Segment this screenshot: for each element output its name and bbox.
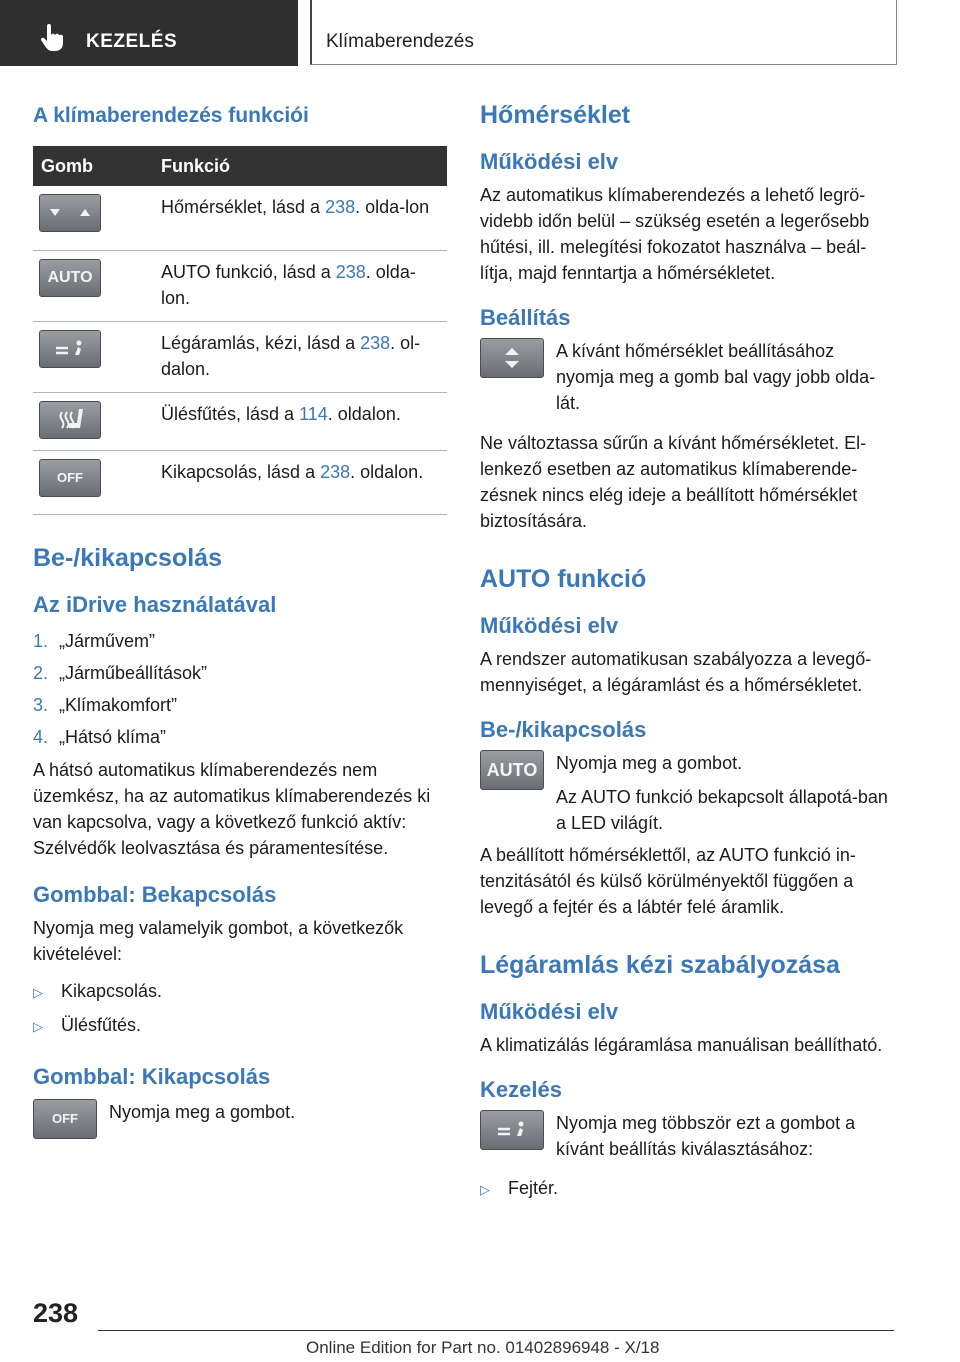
header-section-tab [0, 0, 298, 66]
off-button-image: OFF [39, 459, 101, 497]
table-cell-function: Kikapcsolás, lásd a 238. oldalon. [153, 450, 447, 514]
page-link[interactable]: 238 [335, 261, 366, 282]
operation-text: Nyomja meg többször ezt a gombot a kívánt beállítás kiválasztásához: [556, 1113, 856, 1159]
list-item: 1. „Járművem” [33, 630, 156, 651]
triangle-bullet-icon: ▷ [33, 1018, 43, 1034]
table-header-button: Gomb [33, 146, 153, 186]
triangle-bullet-icon: ▷ [480, 1182, 490, 1197]
button-on-text: Nyomja meg valamelyik gombot, a következők kivételével: [33, 917, 404, 964]
table-row [33, 186, 447, 250]
heading-airflow: Légáramlás kézi szabályozása [480, 951, 840, 979]
right-column [480, 100, 896, 1216]
table-title: A klímaberendezés funkciói [33, 104, 309, 127]
table-header-row [33, 146, 447, 186]
auto-button-image: AUTO [480, 750, 544, 790]
table-row [33, 392, 447, 450]
header-section-label: KEZELÉS [86, 31, 178, 52]
list-item: 3. „Klímakomfort” [33, 694, 178, 715]
seat-heating-button-image [39, 401, 101, 439]
auto-note: A beállított hőmérséklettől, az AUTO funkció in-tenzitásától és külső körülményektől függően a levegő a fejtér és a lábtér felé áramlik. [480, 845, 856, 917]
list-item: 2. „Járműbeállítások” [33, 662, 208, 683]
exceptions-list [33, 975, 447, 1043]
heading-airflow-principle: Működési elv [480, 999, 619, 1024]
airflow-button-image [39, 330, 101, 368]
setting-note: Ne változtassa sűrűn a kívánt hőmérsékletet. El-lenkező esetben az automatikus klímaberende-zésnek nincs elég ideje a beállított hőmérséklet biztosítására. [480, 433, 867, 531]
arrows-updown-icon [42, 203, 98, 223]
left-column [33, 100, 447, 1143]
list-item: 4. „Hátsó klíma” [33, 726, 167, 747]
auto-press-text: Nyomja meg a gombot. [556, 753, 743, 773]
table-cell-function: AUTO funkció, lásd a 238. olda-lon. [153, 250, 447, 321]
heading-temp-principle: Működési elv [480, 149, 619, 174]
page-link[interactable]: 238 [360, 332, 391, 353]
seat-heating-icon [48, 406, 92, 434]
list-item: ▷ Ülésfűtés. [33, 1009, 447, 1043]
page-link[interactable]: 238 [320, 461, 351, 482]
heading-button-off: Gombbal: Kikapcsolás [33, 1063, 271, 1089]
heading-temperature: Hőmérséklet [480, 101, 631, 129]
airflow-principle-text: A klimatizálás légáramlása manuálisan beállítható. [480, 1035, 883, 1055]
heading-button-on: Gombbal: Bekapcsolás [33, 881, 277, 907]
temp-principle-text: Az automatikus klímaberendezés a lehető legrö-videbb időn belül – szükség esetén a legerősebb hűtési, ill. melegítési fokozatot használva – beál-lítja, majd fenntartja a hőmérsékletet. [480, 185, 870, 283]
hand-pointer-icon [40, 24, 64, 52]
table-row [33, 450, 447, 514]
idrive-note: A hátsó automatikus klímaberendezés nem üzemkész, ha az automatikus klímaberendezés ki van kapcsolva, vagy a következő funkció aktív: Szélvédők leolvasztása és páramentesítése. [33, 759, 431, 858]
heading-onoff: Be-/kikapcsolás [33, 543, 222, 572]
triangle-bullet-icon: ▷ [33, 984, 43, 1000]
header-title: Klímaberendezés [326, 31, 474, 52]
table-cell-function: Hőmérséklet, lásd a 238. olda-lon [153, 186, 447, 250]
auto-principle-text: A rendszer automatikusan szabályozza a levegő-mennyiséget, a légáramlást és a hőmérsékletet. [480, 649, 872, 695]
table-row [33, 321, 447, 392]
footer-edition: Online Edition for Part no. 01402896948 - X/18 [306, 1338, 660, 1357]
heading-operation: Kezelés [480, 1077, 562, 1102]
footer-divider [98, 1330, 894, 1331]
temperature-button-image [480, 338, 544, 378]
heading-idrive: Az iDrive használatával [33, 591, 277, 617]
heading-auto-onoff: Be-/kikapcsolás [480, 717, 647, 742]
page-number: 238 [33, 1298, 79, 1328]
temperature-button-image [39, 194, 101, 232]
page-link[interactable]: 114 [299, 403, 328, 424]
airflow-button-image [480, 1110, 544, 1150]
airflow-icon [48, 337, 92, 361]
operation-list [480, 1172, 896, 1206]
arrows-updown-icon [497, 343, 527, 373]
page-link[interactable]: 238 [325, 197, 356, 217]
airflow-icon [490, 1118, 534, 1142]
auto-led-text: Az AUTO funkció bekapcsolt állapotá-ban a LED világít. [556, 787, 888, 833]
table-header-function: Funkció [153, 146, 447, 186]
list-item: ▷ Kikapcsolás. [33, 975, 447, 1009]
table-cell-function: Ülésfűtés, lásd a 114. oldalon. [153, 392, 447, 450]
heading-auto: AUTO funkció [480, 565, 647, 593]
auto-button-image: AUTO [39, 259, 101, 297]
table-cell-function: Légáramlás, kézi, lásd a 238. ol-dalon. [153, 321, 447, 392]
setting-text: A kívánt hőmérséklet beállításához nyomja meg a gomb bal vagy jobb olda-lát. [556, 341, 876, 413]
button-off-text: Nyomja meg a gombot. [109, 1101, 296, 1122]
function-table [33, 146, 447, 515]
idrive-steps [33, 625, 447, 753]
off-button-image: OFF [33, 1099, 97, 1139]
heading-setting: Beállítás [480, 305, 571, 330]
heading-auto-principle: Működési elv [480, 613, 619, 638]
list-item: ▷ Fejtér. [480, 1172, 896, 1206]
table-row [33, 250, 447, 321]
